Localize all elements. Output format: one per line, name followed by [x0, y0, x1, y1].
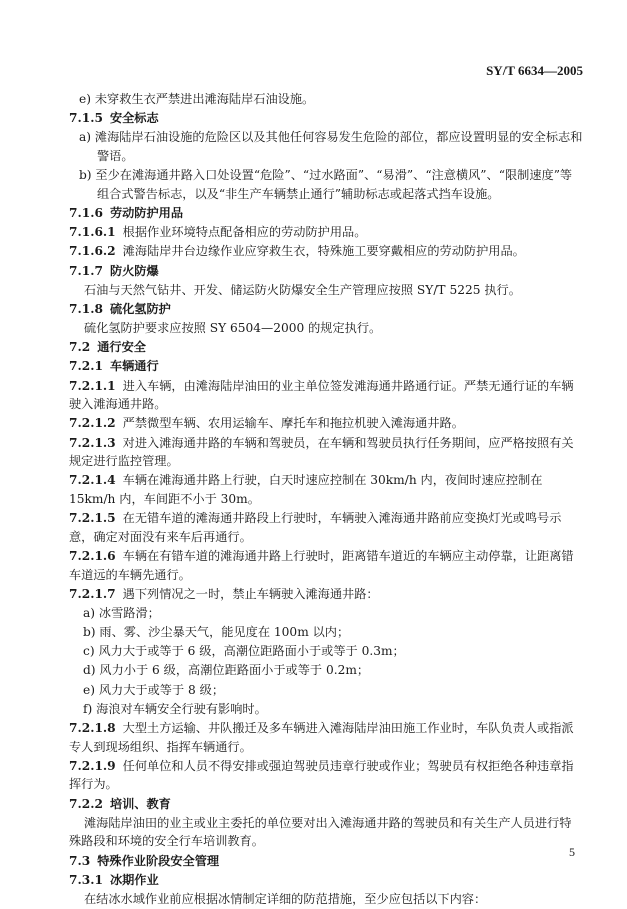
clause-text: 严禁微型车辆、农用运输车、摩托车和拖拉机驶入滩海通井路。: [122, 416, 464, 431]
numbered-clause: [69, 242, 583, 261]
clause-text: 车辆在滩海通井路上行驶，白天时速应控制在 30km/h 内，夜间时速应控制在 15km/h 内，车间距不小于 30m。: [69, 473, 543, 506]
section-title: 培训、教育: [109, 796, 171, 811]
clause-text: 滩海陆岸井台边缘作业应穿救生衣，特殊施工要穿戴相应的劳动防护用品。: [122, 244, 525, 259]
body-paragraph: 硫化氢防护要求应按照 SY 6504—2000 的规定执行。: [84, 321, 382, 336]
clause-number: 7.2.1.7: [69, 586, 116, 601]
document-body: [69, 90, 583, 909]
section-title: 硫化氢防护: [109, 301, 171, 316]
standard-code-header: SY/T 6634—2005: [486, 63, 583, 78]
clause-text: 遇下列情况之一时，禁止车辆驶入滩海通井路：: [122, 586, 379, 601]
section-number: 7.2.2: [69, 796, 103, 811]
section-heading: [69, 109, 583, 128]
clause-number: 7.2.1.6: [69, 548, 116, 563]
section-number: 7.1.5: [69, 111, 103, 126]
section-heading: [69, 357, 583, 376]
section-number: 7.2: [69, 340, 91, 355]
list-item: e) 未穿救生衣严禁进出滩海陆岸石油设施。: [79, 92, 315, 106]
clause-number: 7.2.1.4: [69, 473, 116, 488]
numbered-clause: [69, 547, 583, 584]
clause-text: 在无错车道的滩海通井路段上行驶时，车辆驶入滩海通井路前应变换灯光或鸣号示意，确定对面没有来车后再通行。: [69, 511, 562, 544]
numbered-clause: [69, 719, 583, 756]
clause-text: 对进入滩海通井路的车辆和驾驶员，在车辆和驾驶员执行任务期间，应严格按照有关规定进行监控管理。: [69, 435, 574, 469]
section-number: 7.1.8: [69, 301, 103, 316]
section-title: 车辆通行: [109, 359, 159, 374]
condition-list-item: f) 海浪对车辆安全行驶有影响时。: [83, 701, 267, 716]
condition-list-item: d) 风力小于 6 级，高潮位距路面小于或等于 0.2m；: [83, 663, 370, 678]
condition-list-item: e) 风力大于或等于 8 级；: [83, 682, 225, 697]
clause-number: 7.2.1.2: [69, 416, 116, 431]
section-number: 7.3: [69, 853, 91, 868]
numbered-clause: [69, 223, 583, 242]
numbered-clause: [69, 585, 583, 604]
section-number: 7.3.1: [69, 872, 103, 887]
numbered-clause: [69, 471, 583, 508]
section-title: 特殊作业阶段安全管理: [97, 853, 220, 868]
condition-list-item: a) 冰雪路滑；: [83, 605, 160, 620]
body-paragraph: 滩海陆岸油田的业主或业主委托的单位要对出入滩海通井路的驾驶员和有关生产人员进行特殊路段和环境的安全行车培训教育。: [69, 815, 572, 849]
clause-number: 7.1.6.1: [69, 225, 116, 240]
section-heading: [69, 871, 583, 890]
clause-number: 7.2.1.8: [69, 721, 116, 736]
clause-number: 7.2.1.5: [69, 511, 116, 526]
numbered-clause: [69, 377, 583, 414]
section-title: 冰期作业: [109, 872, 159, 887]
section-heading: [69, 204, 583, 223]
section-title: 劳动防护用品: [109, 205, 184, 220]
body-paragraph: 在结冰水域作业前应根据冰情制定详细的防范措施，至少应包括以下内容：: [84, 891, 487, 906]
clause-number: 7.2.1.9: [69, 758, 116, 773]
list-item: b) 至少在滩海通井路入口处设置“危险”、“过水路面”、“易滑”、“注意横风”、“限制速度”等组合式警告标志，以及“非生产车辆禁止通行”辅助标志或起落式挡车设施。: [79, 168, 573, 201]
section-number: 7.1.6: [69, 205, 103, 220]
section-number: 7.1.7: [69, 263, 103, 278]
list-item: a) 滩海陆岸石油设施的危险区以及其他任何容易发生危险的部位，都应设置明显的安全标志和警语。: [79, 130, 583, 163]
condition-list-item: c) 风力大于或等于 6 级，高潮位距路面小于或等于 0.3m；: [83, 644, 405, 659]
numbered-clause: [69, 434, 583, 471]
section-number: 7.2.1: [69, 359, 103, 374]
clause-text: 任何单位和人员不得安排或强迫驾驶员违章行驶或作业；驾驶员有权拒绝各种违章指挥行为。: [69, 758, 574, 792]
numbered-clause: [69, 414, 583, 433]
section-heading: [69, 338, 583, 357]
section-title: 安全标志: [109, 111, 159, 126]
page-number: 5: [569, 845, 575, 859]
clause-text: 车辆在有错车道的滩海通井路上行驶时，距离错车道近的车辆应主动停靠，让距离错车道远的车辆先通行。: [69, 548, 574, 582]
section-heading: [69, 300, 583, 319]
clause-number: 7.2.1.3: [69, 435, 116, 450]
section-title: 防火防爆: [109, 263, 159, 278]
condition-list-item: b) 雨、雾、沙尘暴天气，能见度在 100m 以内；: [83, 625, 350, 640]
section-heading: [69, 852, 583, 871]
numbered-clause: [69, 509, 583, 546]
section-heading: [69, 262, 583, 281]
body-paragraph: 石油与天然气钻井、开发、储运防火防爆安全生产管理应按照 SY/T 5225 执行。: [84, 282, 521, 297]
clause-text: 大型土方运输、井队搬迁及多车辆进入滩海陆岸油田施工作业时，车队负责人或指派专人到现场组织、指挥车辆通行。: [69, 721, 574, 754]
clause-text: 进入车辆，由滩海陆岸油田的业主单位签发滩海通井路通行证。严禁无通行证的车辆驶入滩海通井路。: [69, 378, 574, 412]
clause-number: 7.2.1.1: [69, 378, 116, 393]
numbered-clause: [69, 757, 583, 794]
section-heading: [69, 795, 583, 814]
clause-text: 根据作业环境特点配备相应的劳动防护用品。: [122, 225, 367, 240]
section-title: 通行安全: [97, 340, 146, 355]
clause-number: 7.1.6.2: [69, 244, 116, 259]
